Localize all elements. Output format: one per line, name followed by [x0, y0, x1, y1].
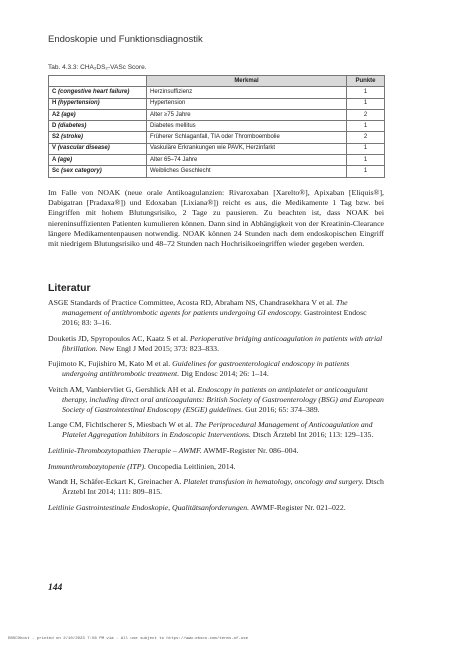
row-punkte: 2 — [347, 132, 385, 143]
table-row — [49, 132, 385, 143]
reference-authors: Lange CM, Fichtlscherer S, Miesbach W et al. — [48, 420, 195, 430]
row-punkte: 1 — [347, 155, 385, 166]
row-key — [49, 98, 147, 109]
row-key-letter: C — [52, 88, 57, 95]
reference-item — [48, 359, 384, 379]
row-key-note: (vascular disease) — [57, 145, 110, 152]
reference-title: Leitlinie-Thrombozytopathien Therapie – AWMF. — [48, 445, 202, 455]
literature-heading: Literatur — [48, 282, 91, 294]
row-merkmal: Herzinsuffizienz — [147, 87, 347, 98]
reference-authors: ASGE Standards of Practice Committee, Acosta RD, Abraham NS, Chandrasekhara V et al. — [48, 298, 336, 307]
row-merkmal: Früherer Schlaganfall, TIA oder Thromboembolie — [147, 132, 347, 143]
reference-source: Gastrointest Endosc 2016; 83: 3–16. — [62, 308, 367, 327]
row-key-note: (age) — [61, 111, 76, 118]
row-key — [49, 121, 147, 132]
row-key-note: (age) — [57, 156, 73, 163]
reference-title: Platelet transfusion in hematology, oncology and surgery. — [183, 477, 364, 487]
reference-source: Oncopedia Leitlinien, 2014. — [146, 461, 236, 471]
row-key — [49, 132, 147, 143]
table-header-cell — [49, 76, 147, 87]
reference-authors: Fujimoto K, Fujishiro M, Kato M et al. — [48, 359, 173, 369]
row-key-letter: Sc — [52, 168, 60, 175]
reference-list — [48, 298, 384, 518]
row-key-letter: D — [52, 122, 57, 129]
row-key-note: (stroke) — [61, 134, 84, 141]
reference-source: Gut 2016; 65: 374–389. — [243, 404, 320, 414]
reference-item — [48, 298, 384, 328]
row-key — [49, 166, 147, 177]
table-header-merkmal: Merkmal — [147, 76, 347, 87]
row-punkte: 1 — [347, 87, 385, 98]
reference-source: New Engl J Med 2015; 373: 823–833. — [97, 343, 220, 353]
row-merkmal: Alter ≥75 Jahre — [147, 109, 347, 120]
row-merkmal: Alter 65–74 Jahre — [147, 155, 347, 166]
reference-title: The Periprocedural Management of Anticoagulation and Platelet Aggregation Inhibitors in Endoscopic Interventions. — [62, 420, 373, 440]
reference-title: Perioperative bridging anticoagulation in patients with atrial fibrillation. — [62, 333, 383, 353]
row-key — [49, 155, 147, 166]
reference-item — [48, 385, 384, 415]
row-merkmal: Hypertension — [147, 98, 347, 109]
reference-item — [48, 446, 384, 456]
row-merkmal: Weibliches Geschlecht — [147, 166, 347, 177]
row-key-letter: H — [52, 100, 57, 107]
reference-title: Immunthrombozytopenie (ITP). — [48, 461, 147, 471]
reference-title: Leitlinie Gastrointestinale Endoskopie, Qualitätsanforderungen. — [48, 502, 250, 512]
reference-title: The management of antithrombotic agents for patients undergoing GI endoscopy. — [62, 298, 348, 317]
reference-source: AWMF-Register Nr. 021–022. — [249, 502, 346, 512]
row-key — [49, 87, 147, 98]
page-number: 144 — [48, 583, 63, 593]
table-row — [49, 109, 385, 120]
reference-title: Guidelines for gastroenterological endoscopy in patients undergoing antithrombotic treatment. — [62, 359, 350, 379]
row-key-letter: A2 — [52, 111, 60, 118]
row-key-note: (hypertension) — [58, 100, 100, 107]
cha2ds2-vasc-table — [48, 75, 385, 178]
row-punkte: 1 — [347, 143, 385, 154]
reference-source: Dtsch Ärztebl Int 2014; 111: 809–815. — [62, 477, 384, 497]
row-key — [49, 109, 147, 120]
row-key-note: (diabetes) — [58, 122, 87, 129]
row-key-letter: S2 — [52, 134, 60, 141]
row-merkmal: Vaskuläre Erkrankungen wie PAVK, Herzinfarkt — [147, 143, 347, 154]
reference-authors: Veitch AM, Vanbiervliet G, Gershlick AH et al. — [48, 384, 198, 394]
row-key-letter: A — [52, 156, 57, 163]
table-row — [49, 143, 385, 154]
reference-source: Dig Endosc 2014; 26: 1–14. — [179, 369, 269, 379]
reference-item — [48, 334, 384, 354]
row-key-note: (sex category) — [61, 168, 102, 175]
reference-source: Dtsch Ärztebl Int 2016; 113: 129–135. — [250, 430, 374, 440]
reference-authors: Douketis JD, Spyropoulos AC, Kaatz S et al. — [48, 333, 190, 343]
table-row — [49, 87, 385, 98]
reference-item — [48, 420, 384, 440]
reference-title: Endoscopy in patients on antiplatelet or anticoagulant therapy, including direct oral anticoagulants: British Society of Gastroenterology (BSG) and European Society of Gastrointestinal Endoscopy (ESGE) guidelines. — [62, 384, 384, 414]
reference-authors: Wandt H, Schäfer-Eckart K, Greinacher A. — [48, 477, 184, 487]
reference-source: AWMF-Register Nr. 086–004. — [201, 445, 299, 455]
table-row — [49, 98, 385, 109]
table-caption: Tab. 4.3.3: CHA₂DS₂-VASc Score. — [48, 64, 147, 71]
row-punkte: 1 — [347, 121, 385, 132]
row-key-letter: V — [52, 145, 57, 152]
reference-item — [48, 477, 384, 497]
table-header-row — [49, 76, 385, 87]
row-key — [49, 143, 147, 154]
row-key-note: (congestive heart failure) — [58, 88, 130, 95]
table-row — [49, 155, 385, 166]
reference-item — [48, 503, 384, 513]
reference-item — [48, 462, 384, 472]
running-head: Endoskopie und Funktionsdiagnostik — [48, 34, 203, 45]
row-punkte: 2 — [347, 109, 385, 120]
table-row — [49, 166, 385, 177]
row-punkte: 1 — [347, 98, 385, 109]
row-punkte: 1 — [347, 166, 385, 177]
table-header-punkte: Punkte — [347, 76, 385, 87]
footer-note: EBSCOhost - printed on 2/10/2023 7:56 PM via . All use subject to https://www.ebsco.com/terms-of-use — [8, 637, 249, 641]
table-row — [49, 121, 385, 132]
body-paragraph: Im Falle von NOAK (neue orale Antikoagulanzien: Rivaroxaban [Xarelto®], Apixaban [Eliquis®], Dabigatran [Pradaxa®]) und Edoxaban [Lixiana®]) reicht es aus, die Medikamente 1 Tag bzw. bei Eingriffen mit hohem Blutungsrisiko, 2 Tage zu pausieren. Zu beachten ist, dass NOAK bei niereninsuffizienten Patienten kumulieren können. Dann sind in Abhängigkeit von der Kreatinin-Clearance längere Medikamentenpausen notwendig. NOAK können 24 Stunden nach dem endoskopischen Eingriff mit niedrigem Blutungsrisiko und 48–72 Stunden nach Hochrisikoeingriffen wieder gegeben werden. — [48, 188, 384, 249]
row-merkmal: Diabetes mellitus — [147, 121, 347, 132]
